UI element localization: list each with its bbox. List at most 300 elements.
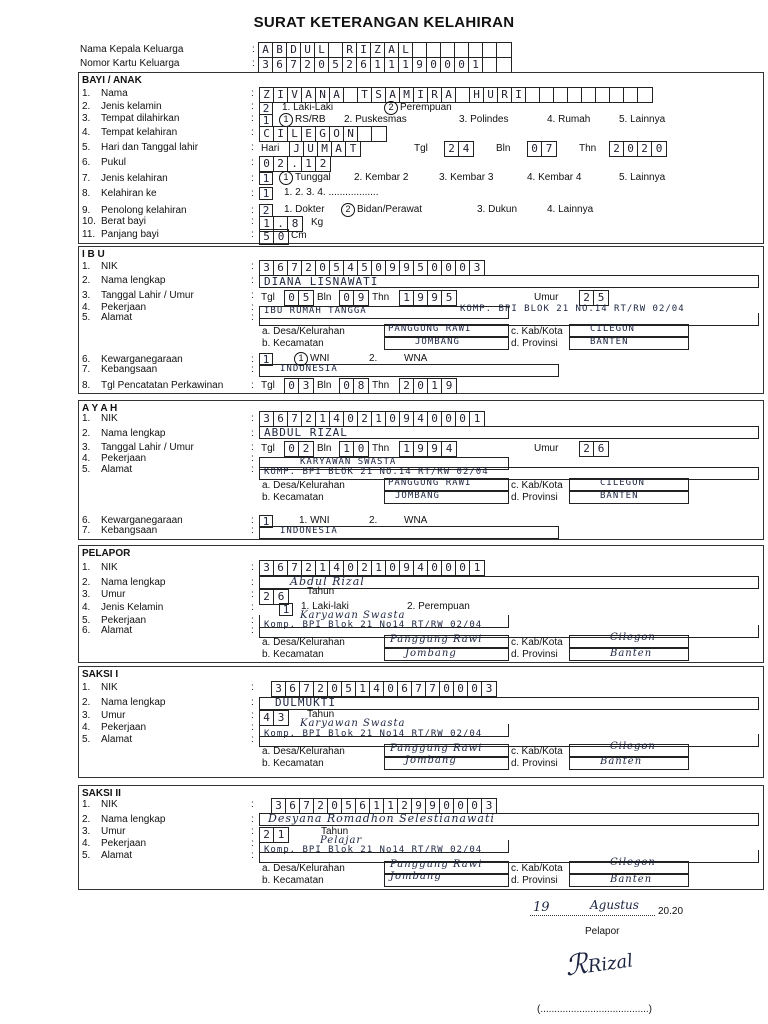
field-label: NIK	[101, 682, 118, 693]
char-box	[568, 88, 582, 102]
row-number: 2.	[82, 275, 91, 286]
kab-label: c. Kab/Kota	[511, 480, 563, 491]
row-number: 1.	[82, 799, 91, 810]
field-label: Kebangsaan	[101, 364, 158, 375]
desa-label: a. Desa/Kelurahan	[262, 480, 345, 491]
char-box: 0	[328, 799, 342, 813]
saksi1-pekerjaan-field: Karyawan Swasta	[259, 724, 509, 737]
option-text: 3. Polindes	[459, 114, 509, 125]
ibu-nama-field: DIANA LISNAWATI	[259, 275, 759, 288]
char-box: Z	[260, 88, 274, 102]
bayi-hari-boxes	[289, 141, 361, 157]
row-number: 8.	[82, 380, 91, 391]
char-box: 0	[315, 58, 329, 72]
char-box: 7	[300, 682, 314, 696]
option-text: 1. Laki-laki	[301, 601, 349, 612]
thn-label: Thn	[579, 143, 597, 154]
char-box: 1	[277, 828, 285, 841]
kec-label: b. Kecamatan	[262, 492, 324, 503]
section-bayi	[78, 72, 764, 244]
char-box: 2	[314, 799, 328, 813]
char-box	[554, 88, 568, 102]
char-box: 7	[288, 261, 302, 275]
char-box	[497, 58, 511, 72]
char-box: 2	[610, 142, 624, 156]
bayi-thn-boxes	[609, 141, 667, 157]
ibu-thn-boxes	[399, 290, 457, 306]
colon: :	[251, 615, 254, 626]
char-box: 2	[302, 261, 316, 275]
ayah-kab-field: CILEGON	[569, 478, 689, 491]
char-box: 2	[301, 58, 315, 72]
char-box: 7	[300, 799, 314, 813]
char-box	[455, 43, 469, 57]
char-box	[638, 88, 652, 102]
saksi1-nama-field: DULMUKTI	[259, 697, 759, 710]
char-box: S	[372, 88, 386, 102]
char-box: 7	[426, 682, 440, 696]
char-box	[610, 88, 624, 102]
char-box: 8	[357, 379, 365, 392]
bayi-pukul-boxes	[259, 156, 331, 172]
char-box: C	[260, 127, 274, 141]
char-box: 1	[400, 442, 414, 456]
char-box: 1	[372, 561, 386, 575]
kartu-keluarga-label: Nomor Kartu Keluarga	[80, 58, 180, 69]
saksi2-prov-field: Banten	[569, 874, 689, 887]
char-box: A	[259, 43, 273, 57]
char-box: T	[358, 88, 372, 102]
char-box: A	[332, 142, 346, 156]
option-text: 1. 2. 3. 4. ..................	[284, 187, 379, 198]
pelapor-alamat-field: Komp. BPI Blok 21 No14 RT/RW 02/04	[259, 625, 759, 638]
pelapor-jk-box: 1	[279, 603, 293, 616]
thn-label: Thn	[372, 443, 390, 454]
char-box: 9	[445, 379, 453, 392]
char-box: 0	[260, 157, 274, 171]
ibu-bln-boxes	[339, 290, 369, 306]
char-box: 2	[400, 379, 414, 393]
char-box: 4	[330, 561, 344, 575]
row-number: 8.	[82, 188, 91, 199]
char-box: 2	[580, 291, 594, 305]
tgl-label: Tgl	[261, 380, 275, 391]
field-label: Umur	[101, 826, 126, 837]
char-box: 8	[291, 217, 299, 230]
field-label: Jenis kelamin	[101, 101, 162, 112]
char-box: 5	[302, 291, 310, 304]
kec-label: b. Kecamatan	[262, 758, 324, 769]
char-box: 5	[329, 58, 343, 72]
option-text: 1 RS/RB	[279, 113, 326, 127]
tahun-label: Tahun	[307, 709, 335, 720]
desa-label: a. Desa/Kelurahan	[262, 637, 345, 648]
kab-label: c. Kab/Kota	[511, 326, 563, 337]
row-number: 7.	[82, 525, 91, 536]
pelapor-desa-field: Panggung Rawi	[384, 635, 509, 648]
char-box: U	[301, 43, 315, 57]
char-box: .	[274, 217, 288, 231]
char-box	[441, 43, 455, 57]
char-box: .	[288, 157, 302, 171]
colon: :	[251, 697, 254, 708]
field-label: Tempat dilahirkan	[101, 113, 180, 124]
char-box: 6	[277, 590, 285, 603]
char-box: 9	[400, 412, 414, 426]
char-box: E	[302, 127, 316, 141]
char-box: 0	[340, 379, 354, 393]
char-box: 0	[528, 142, 542, 156]
char-box: 0	[277, 230, 285, 243]
char-box: 6	[274, 261, 288, 275]
char-box: 2	[274, 157, 288, 171]
char-box: 6	[273, 58, 287, 72]
char-box: R	[343, 43, 357, 57]
char-box: 0	[456, 561, 470, 575]
char-box: 0	[340, 291, 354, 305]
colon: :	[251, 515, 254, 526]
tahun-label: Tahun	[307, 586, 335, 597]
row-number: 4.	[82, 602, 91, 613]
colon: :	[251, 173, 254, 184]
char-box: 4	[462, 142, 470, 155]
row-number: 2.	[82, 697, 91, 708]
field-label: Alamat	[101, 850, 133, 861]
char-box	[329, 43, 343, 57]
char-box: L	[399, 43, 413, 57]
ayah-umur-boxes	[579, 441, 609, 457]
char-box: 6	[597, 442, 605, 455]
char-box: 2	[314, 682, 328, 696]
colon: :	[251, 799, 254, 810]
row-number: 7.	[82, 173, 91, 184]
saksi1-prov-field: Banten	[569, 757, 689, 770]
section-ibu	[78, 246, 764, 394]
char-box: 0	[316, 261, 330, 275]
pelapor-nama-field: Abdul Rizal	[259, 576, 759, 589]
colon: :	[251, 850, 254, 861]
char-box: 0	[442, 412, 456, 426]
char-box	[344, 88, 358, 102]
ibu-pekerjaan-field: IBU RUMAH TANGGA	[259, 306, 509, 319]
field-label: Kewarganegaraan	[101, 515, 183, 526]
colon: :	[251, 188, 254, 199]
field-label: Pekerjaan	[101, 722, 147, 733]
char-box: 2	[398, 799, 412, 813]
field-label: Pekerjaan	[101, 838, 147, 849]
row-number: 1.	[82, 413, 91, 424]
row-number: 3.	[82, 442, 91, 453]
option-text: 5. Lainnya	[619, 114, 666, 125]
row-number: 4.	[82, 838, 91, 849]
char-box: 5	[358, 261, 372, 275]
char-box: 1	[385, 58, 399, 72]
kab-label: c. Kab/Kota	[511, 637, 563, 648]
char-box: 1	[316, 561, 330, 575]
tahun-label: Tahun	[321, 826, 349, 837]
colon: :	[251, 682, 254, 693]
char-box: 2	[358, 412, 372, 426]
field-label: Tanggal Lahir / Umur	[101, 442, 194, 453]
char-box: 0	[285, 379, 299, 393]
colon: :	[251, 734, 254, 745]
char-box: 0	[344, 561, 358, 575]
char-box: 4	[330, 412, 344, 426]
field-label: Jenis kelahiran	[101, 173, 168, 184]
field-label: Umur	[101, 710, 126, 721]
char-box: 4	[414, 561, 428, 575]
ibu-tgl-boxes	[284, 290, 314, 306]
ibu-warga-box: 1	[259, 353, 273, 366]
row-number: 1.	[82, 261, 91, 272]
char-box: B	[273, 43, 287, 57]
char-box	[596, 88, 610, 102]
char-box: J	[290, 142, 304, 156]
desa-label: a. Desa/Kelurahan	[262, 746, 345, 757]
char-box: 0	[357, 442, 365, 455]
field-label: Alamat	[101, 464, 133, 475]
char-box: 1	[340, 442, 354, 456]
field-label: Pekerjaan	[101, 453, 147, 464]
char-box: 9	[428, 442, 442, 456]
char-box: 0	[454, 682, 468, 696]
section-title: I B U	[82, 249, 105, 260]
row-number: 5.	[82, 734, 91, 745]
char-box: 0	[428, 261, 442, 275]
char-box: 2	[580, 442, 594, 456]
footer-date-year: 20.20	[658, 906, 684, 917]
char-box: 6	[274, 412, 288, 426]
pelapor-name-line: (.......................................)	[537, 1004, 653, 1015]
char-box: O	[330, 127, 344, 141]
row-number: 2.	[82, 814, 91, 825]
tgl-label: Tgl	[261, 443, 275, 454]
char-box: 9	[357, 291, 365, 304]
row-number: 3.	[82, 290, 91, 301]
field-label: Pekerjaan	[101, 302, 147, 313]
ayah-thn-boxes	[399, 441, 457, 457]
char-box: 5	[342, 799, 356, 813]
field-label: Nama lengkap	[101, 275, 166, 286]
char-box: A	[386, 88, 400, 102]
char-box: 0	[428, 561, 442, 575]
field-label: Pukul	[101, 157, 127, 168]
row-number: 4.	[82, 453, 91, 464]
char-box: N	[344, 127, 358, 141]
char-box: 0	[372, 261, 386, 275]
char-box: 3	[277, 711, 285, 724]
char-box: 0	[442, 561, 456, 575]
field-label: Nama lengkap	[101, 428, 166, 439]
bayi-penolong-box: 2	[259, 204, 273, 217]
ayah-alamat-field: KOMP. BPI BLOK 21 NO.14 RT/RW 02/04	[259, 467, 759, 480]
bln-label: Bln	[317, 380, 332, 391]
char-box: 3	[485, 799, 493, 812]
colon: :	[251, 722, 254, 733]
char-box: M	[318, 142, 332, 156]
char-box: 4	[445, 442, 453, 455]
char-box: 1	[260, 217, 274, 231]
bayi-tempat-box: 1	[259, 114, 273, 127]
kec-label: b. Kecamatan	[262, 875, 324, 886]
char-box: 5	[342, 682, 356, 696]
ayah-nik-boxes	[259, 411, 485, 427]
section-ayah	[78, 400, 764, 540]
prov-label: d. Provinsi	[511, 649, 558, 660]
char-box	[372, 127, 386, 141]
field-label: Alamat	[101, 312, 133, 323]
field-label: Tempat kelahiran	[101, 127, 178, 138]
row-number: 6.	[82, 354, 91, 365]
char-box: 0	[655, 142, 663, 155]
char-box	[483, 58, 497, 72]
option-text: 4. Kembar 4	[527, 172, 582, 183]
field-label: Kebangsaan	[101, 525, 158, 536]
char-box	[456, 88, 470, 102]
field-label: Jenis Kelamin	[101, 602, 164, 613]
signature: ℛ⁠Rizal	[563, 946, 635, 983]
option-text: 5. Lainnya	[619, 172, 666, 183]
char-box: I	[414, 88, 428, 102]
bayi-kota-boxes	[259, 126, 387, 142]
char-box: 0	[344, 412, 358, 426]
field-label: Alamat	[101, 734, 133, 745]
option-text: 2. Puskesmas	[344, 114, 407, 125]
kab-label: c. Kab/Kota	[511, 863, 563, 874]
field-label: Kelahiran ke	[101, 188, 157, 199]
colon: :	[251, 453, 254, 464]
ibu-bangsa-field: INDONESIA	[259, 364, 559, 377]
field-label: NIK	[101, 413, 118, 424]
char-box: 5	[260, 230, 274, 244]
char-box: 5	[445, 291, 453, 304]
char-box: 7	[412, 682, 426, 696]
char-box	[483, 43, 497, 57]
field-label: Berat bayi	[101, 216, 147, 227]
row-number: 3.	[82, 113, 91, 124]
char-box: 9	[400, 261, 414, 275]
colon: :	[251, 625, 254, 636]
option-text: 3. Kembar 3	[439, 172, 494, 183]
char-box: V	[288, 88, 302, 102]
char-box: 1	[302, 157, 316, 171]
bln-label: Bln	[317, 443, 332, 454]
char-box: 3	[260, 261, 274, 275]
row-number: 3.	[82, 710, 91, 721]
colon: :	[251, 364, 254, 375]
char-box: 1	[356, 682, 370, 696]
row-number: 1.	[82, 562, 91, 573]
bln-label: Bln	[317, 292, 332, 303]
char-box: 0	[386, 412, 400, 426]
option-text: 1. Dokter	[284, 204, 325, 215]
char-box: 4	[414, 412, 428, 426]
ayah-bangsa-field: INDONESIA	[259, 526, 559, 539]
char-box: 2	[358, 561, 372, 575]
char-box: 1	[372, 412, 386, 426]
ibu-kab-field: CILEGON	[569, 324, 689, 337]
section-saksi2	[78, 785, 764, 890]
char-box: 4	[344, 261, 358, 275]
char-box: 1	[370, 799, 384, 813]
colon: :	[251, 525, 254, 536]
char-box: L	[288, 127, 302, 141]
char-box: T	[349, 142, 357, 155]
char-box: 9	[414, 291, 428, 305]
colon: :	[251, 814, 254, 825]
thn-label: Thn	[372, 380, 390, 391]
char-box: 9	[414, 442, 428, 456]
colon: :	[251, 413, 254, 424]
bayi-panjang-boxes	[259, 229, 289, 245]
tgl-label: Tgl	[414, 143, 428, 154]
row-number: 5.	[82, 850, 91, 861]
char-box: I	[274, 127, 288, 141]
field-label: Tanggal Lahir / Umur	[101, 290, 194, 301]
row-number: 6.	[82, 625, 91, 636]
colon: :	[251, 826, 254, 837]
date-line	[530, 915, 655, 916]
row-number: 6.	[82, 157, 91, 168]
field-label: Hari dan Tanggal lahir	[101, 142, 199, 153]
prov-label: d. Provinsi	[511, 758, 558, 769]
colon: :	[251, 157, 254, 168]
prov-label: d. Provinsi	[511, 338, 558, 349]
saksi2-kec-field: Jombang	[384, 874, 509, 887]
ayah-kec-field: JOMBANG	[384, 491, 509, 504]
char-box: 2	[302, 412, 316, 426]
saksi2-pekerjaan-field: Pelajar	[259, 840, 509, 853]
char-box: 6	[274, 561, 288, 575]
footer-date-day: 19	[533, 900, 550, 915]
char-box: 0	[440, 682, 454, 696]
char-box: H	[470, 88, 484, 102]
char-box: 1	[316, 412, 330, 426]
colon: :	[252, 44, 255, 55]
row-number: 4.	[82, 302, 91, 313]
colon: :	[251, 216, 254, 227]
char-box: 9	[426, 799, 440, 813]
option-text: 4. Lainnya	[547, 204, 594, 215]
ayah-pekerjaan-field: KARYAWAN SWASTA	[259, 457, 509, 470]
char-box: 2	[343, 58, 357, 72]
char-box: 3	[272, 682, 286, 696]
row-number: 2.	[82, 428, 91, 439]
ayah-warga-box: 1	[259, 515, 273, 528]
colon: :	[251, 312, 254, 323]
char-box	[582, 88, 596, 102]
option-text: 2. Perempuan	[407, 601, 470, 612]
row-number: 1.	[82, 682, 91, 693]
char-box	[469, 43, 483, 57]
option-text: 2 Bidan/Perawat	[341, 203, 422, 217]
char-box: 6	[286, 682, 300, 696]
char-box: 5	[414, 261, 428, 275]
char-box: A	[330, 88, 344, 102]
char-box: 4	[370, 682, 384, 696]
row-number: 5.	[82, 464, 91, 475]
char-box: U	[484, 88, 498, 102]
ayah-desa-field: PANGGUNG RAWI	[384, 478, 509, 491]
char-box: 6	[286, 799, 300, 813]
option-text: WNA	[404, 515, 428, 526]
option-text: 1. WNI	[299, 515, 330, 526]
char-box: 2	[302, 561, 316, 575]
colon: :	[251, 261, 254, 272]
char-box: 1	[400, 291, 414, 305]
ibu-alamat-field: KOMP. BPI BLOK 21 NO.14 RT/RW 02/04	[259, 313, 759, 326]
char-box: 4	[260, 711, 274, 725]
